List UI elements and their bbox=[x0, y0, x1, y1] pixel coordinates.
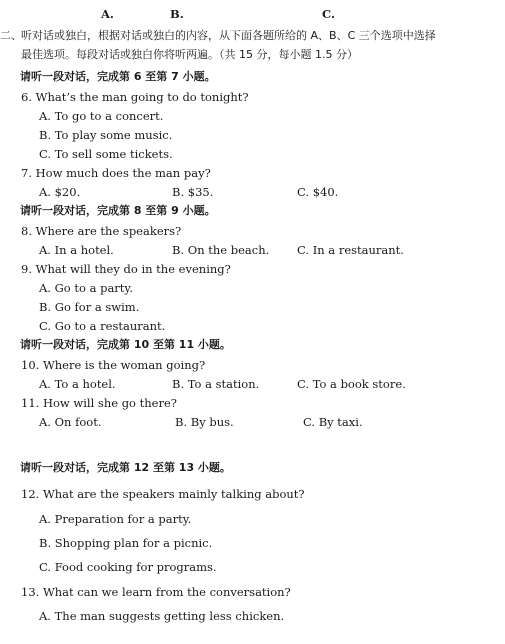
option-7a: A. $20. bbox=[39, 185, 81, 199]
option-8b: B. On the beach. bbox=[172, 243, 270, 257]
section-instruction-line1: 听对话或独白，根据对话或独白的内容，从下面各题所给的 A、B、C 三个选项中选择 bbox=[21, 29, 436, 42]
group-heading: 请听一段对话，完成第 10 至第 11 小题。 bbox=[20, 338, 231, 351]
option-6c: C. To sell some tickets. bbox=[39, 147, 173, 161]
question-stem: 8. Where are the speakers? bbox=[21, 224, 182, 238]
option-8a: A. In a hotel. bbox=[39, 243, 114, 257]
option-6a: A. To go to a concert. bbox=[39, 109, 164, 123]
question-stem: 11. How will she go there? bbox=[21, 396, 177, 410]
section-number: 二、 bbox=[0, 29, 22, 42]
option-11c: C. By taxi. bbox=[303, 415, 363, 429]
option-6b: B. To play some music. bbox=[39, 128, 173, 142]
group-heading: 请听一段对话，完成第 12 至第 13 小题。 bbox=[20, 461, 231, 474]
option-10b: B. To a station. bbox=[172, 377, 260, 391]
question-stem: 12. What are the speakers mainly talking about? bbox=[21, 487, 305, 501]
option-13a: A. The man suggests getting less chicken. bbox=[39, 609, 285, 623]
question-stem: 10. Where is the woman going? bbox=[21, 358, 206, 372]
question-stem: 9. What will they do in the evening? bbox=[21, 262, 231, 276]
option-11a: A. On foot. bbox=[39, 415, 102, 429]
question-stem: 7. How much does the man pay? bbox=[21, 166, 211, 180]
option-9c: C. Go to a restaurant. bbox=[39, 319, 166, 333]
option-8c: C. In a restaurant. bbox=[297, 243, 404, 257]
question-stem: 6. What’s the man going to do tonight? bbox=[21, 90, 249, 104]
prev-option-c: C. bbox=[322, 7, 335, 21]
option-10a: A. To a hotel. bbox=[39, 377, 116, 391]
option-12a: A. Preparation for a party. bbox=[39, 512, 192, 526]
section-instruction-line2: 最佳选项。每段对话或独白你将听两遍。（共 15 分，每小题 1.5 分） bbox=[21, 48, 358, 61]
option-7c: C. $40. bbox=[297, 185, 339, 199]
group-heading: 请听一段对话，完成第 8 至第 9 小题。 bbox=[20, 204, 216, 217]
option-9a: A. Go to a party. bbox=[39, 281, 134, 295]
option-12b: B. Shopping plan for a picnic. bbox=[39, 536, 213, 550]
option-11b: B. By bus. bbox=[175, 415, 234, 429]
question-stem: 13. What can we learn from the conversation? bbox=[21, 585, 291, 599]
option-7b: B. $35. bbox=[172, 185, 214, 199]
group-heading: 请听一段对话，完成第 6 至第 7 小题。 bbox=[20, 70, 216, 83]
option-9b: B. Go for a swim. bbox=[39, 300, 140, 314]
option-10c: C. To a book store. bbox=[297, 377, 406, 391]
prev-option-b: B. bbox=[170, 7, 184, 21]
prev-option-a: A. bbox=[101, 7, 114, 21]
option-12c: C. Food cooking for programs. bbox=[39, 560, 217, 574]
